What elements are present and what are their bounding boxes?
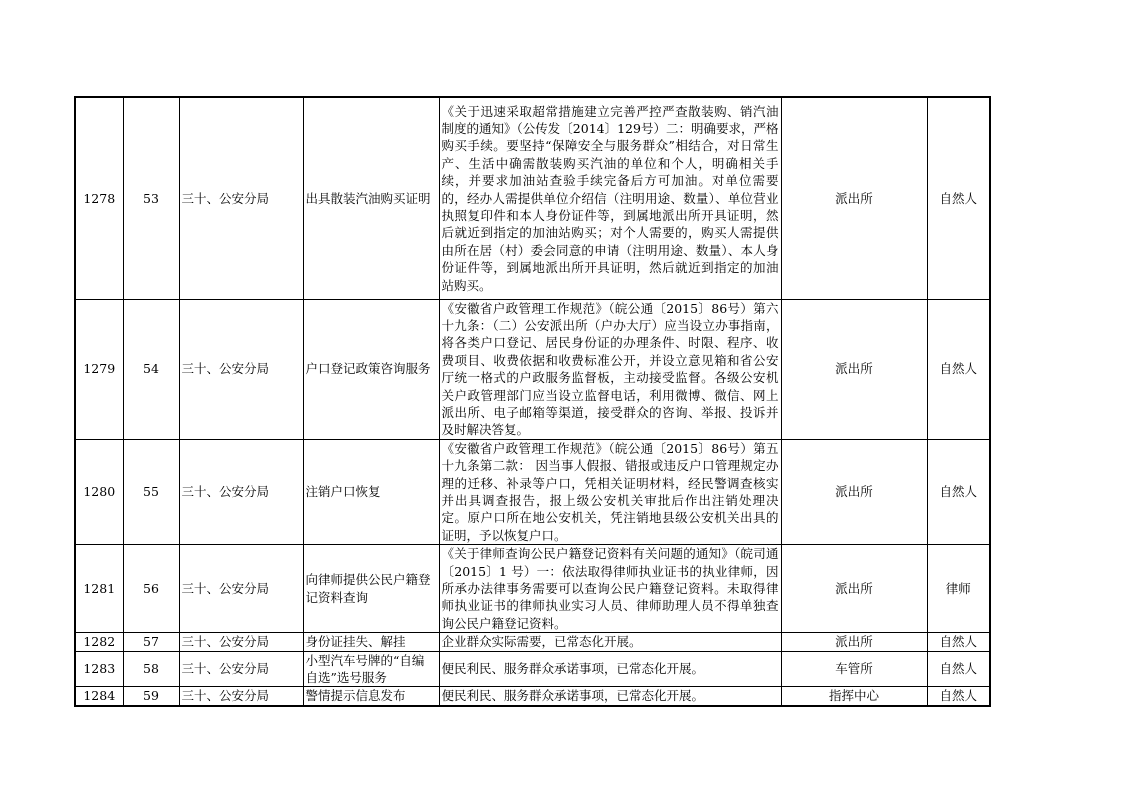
- cell-sub-no: 53: [123, 97, 179, 299]
- table-row: [75, 687, 990, 706]
- cell-basis: 便民利民、服务群众承诺事项，已常态化开展。: [439, 651, 781, 687]
- cell-sub-no: 54: [123, 299, 179, 439]
- cell-department: 三十、公安分局: [179, 545, 303, 633]
- cell-basis: 《关于迅速采取超常措施建立完善严控严查散装购、销汽油制度的通知》（公传发〔2014〕129号）二：明确要求，严格购买手续。要坚持“保障安全与服务群众”相结合，对日常生产、生活中确需散装购买汽油的单位和个人，明确相关手续，并要求加油站查验手续完备后方可加油。对单位需要的，经办人需提供单位介绍信（注明用途、数量）、单位营业执照复印件和本人身份证件等，到属地派出所开具证明，然后就近到指定的加油站购买；对个人需要的，购买人需提供由所在居（村）委会同意的申请（注明用途、数量）、本人身份证件等，到属地派出所开具证明，然后就近到指定的加油站购买。: [439, 97, 781, 299]
- cell-handler: 派出所: [781, 439, 927, 544]
- cell-handler: 指挥中心: [781, 687, 927, 706]
- cell-item-name: 小型汽车号牌的“自编自选”选号服务: [303, 651, 439, 687]
- table-row: [75, 633, 990, 651]
- cell-department: 三十、公安分局: [179, 633, 303, 651]
- cell-handler: 派出所: [781, 299, 927, 439]
- cell-service-object: 律师: [927, 545, 990, 633]
- table-row: [75, 299, 990, 439]
- cell-handler: 车管所: [781, 651, 927, 687]
- cell-basis: 便民利民、服务群众承诺事项，已常态化开展。: [439, 687, 781, 706]
- cell-handler: 派出所: [781, 633, 927, 651]
- cell-item-name: 注销户口恢复: [303, 439, 439, 544]
- cell-item-name: 户口登记政策咨询服务: [303, 299, 439, 439]
- cell-service-object: 自然人: [927, 299, 990, 439]
- cell-department: 三十、公安分局: [179, 439, 303, 544]
- cell-department: 三十、公安分局: [179, 299, 303, 439]
- cell-serial-no: 1282: [75, 633, 123, 651]
- cell-handler: 派出所: [781, 97, 927, 299]
- table-row: [75, 651, 990, 687]
- cell-serial-no: 1279: [75, 299, 123, 439]
- cell-service-object: 自然人: [927, 687, 990, 706]
- cell-department: 三十、公安分局: [179, 97, 303, 299]
- cell-sub-no: 57: [123, 633, 179, 651]
- cell-serial-no: 1281: [75, 545, 123, 633]
- cell-service-object: 自然人: [927, 633, 990, 651]
- cell-department: 三十、公安分局: [179, 651, 303, 687]
- cell-sub-no: 59: [123, 687, 179, 706]
- table-row: [75, 439, 990, 544]
- cell-handler: 派出所: [781, 545, 927, 633]
- service-items-table: [74, 96, 991, 707]
- cell-item-name: 身份证挂失、解挂: [303, 633, 439, 651]
- cell-item-name: 向律师提供公民户籍登记资料查询: [303, 545, 439, 633]
- cell-service-object: 自然人: [927, 439, 990, 544]
- cell-service-object: 自然人: [927, 651, 990, 687]
- cell-basis: 《关于律师查询公民户籍登记资料有关问题的通知》（皖司通〔2015〕1 号）一：依法取得律师执业证书的执业律师，因所承办法律事务需要可以查询公民户籍登记资料。未取得律师执业证书的律师执业实习人员、律师助理人员不得单独查询公民户籍登记资料。: [439, 545, 781, 633]
- cell-basis: 企业群众实际需要，已常态化开展。: [439, 633, 781, 651]
- cell-serial-no: 1283: [75, 651, 123, 687]
- table-row: [75, 545, 990, 633]
- cell-sub-no: 58: [123, 651, 179, 687]
- cell-item-name: 出具散装汽油购买证明: [303, 97, 439, 299]
- cell-sub-no: 55: [123, 439, 179, 544]
- cell-serial-no: 1284: [75, 687, 123, 706]
- cell-serial-no: 1280: [75, 439, 123, 544]
- cell-basis: 《安徽省户政管理工作规范》（皖公通〔2015〕86号）第六十九条：（二）公安派出所（户办大厅）应当设立办事指南，将各类户口登记、居民身份证的办理条件、时限、程序、收费项目、收费依据和收费标准公开，并设立意见箱和省公安厅统一格式的户政服务监督板，主动接受监督。各级公安机关户政管理部门应当设立监督电话，利用微博、微信、网上派出所、电子邮箱等渠道，接受群众的咨询、举报、投诉并及时解决答复。: [439, 299, 781, 439]
- table-row: [75, 97, 990, 299]
- cell-sub-no: 56: [123, 545, 179, 633]
- cell-item-name: 警情提示信息发布: [303, 687, 439, 706]
- cell-department: 三十、公安分局: [179, 687, 303, 706]
- cell-service-object: 自然人: [927, 97, 990, 299]
- cell-serial-no: 1278: [75, 97, 123, 299]
- cell-basis: 《安徽省户政管理工作规范》（皖公通〔2015〕86号）第五十九条第二款： 因当事人假报、错报或违反户口管理规定办理的迁移、补录等户口，凭相关证明材料，经民警调查核实并出具调查报告，报上级公安机关审批后作出注销处理决定。原户口所在地公安机关，凭注销地县级公安机关出具的证明，予以恢复户口。: [439, 439, 781, 544]
